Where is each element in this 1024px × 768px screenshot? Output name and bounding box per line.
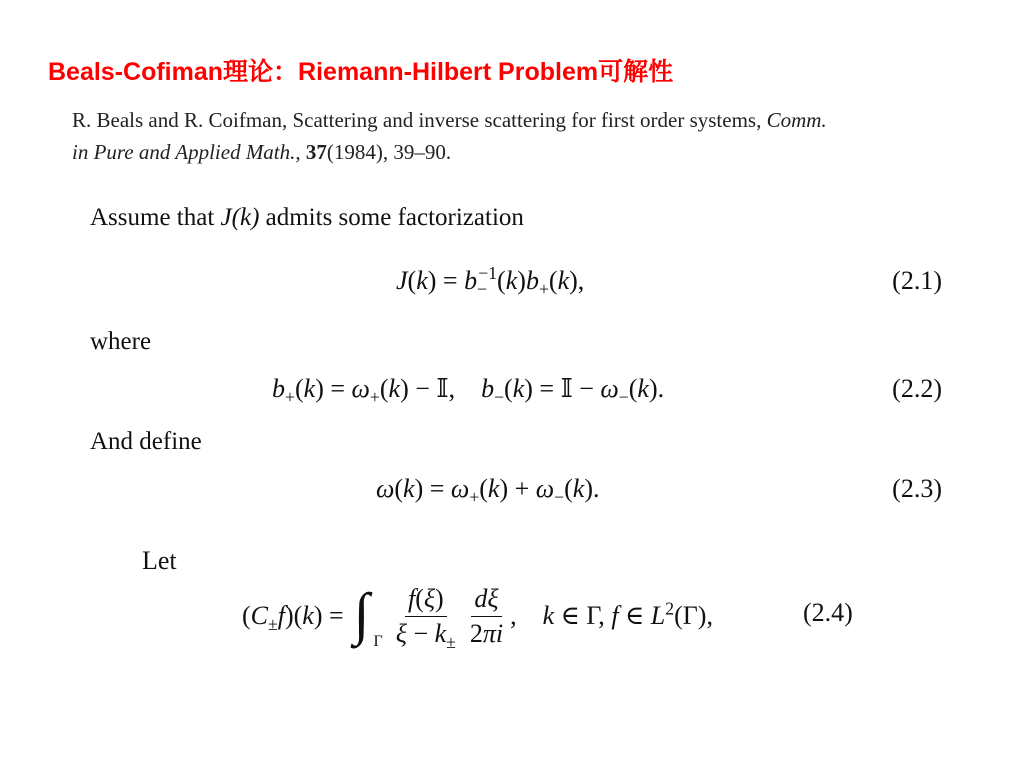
slide-title: Beals-Cofiman理论：Riemann-Hilbert Problem可解性	[48, 58, 674, 86]
equation-number-2-1: (2.1)	[892, 266, 942, 295]
fraction-f-xi: $\frac{f(\xi)}{\xi - k_\pm}$	[395, 583, 456, 652]
integral-sign: ∫	[353, 581, 370, 646]
reference-journal: Comm. in Pure and Applied Math.	[72, 108, 827, 164]
where-label: where	[90, 328, 152, 355]
equation-2-2: $b_+(k) = \omega_+(k)$ − 𝕀, $b_-(k)$ = 𝕀 − $\omega_-(k)$.	[272, 374, 665, 408]
equation-number-2-3: (2.3)	[892, 474, 942, 503]
equation-2-4: $(C_\pm f)(k)$ = ∫ Γ $\frac{f(\xi)}{\xi - k_\pm}$ $\frac{d\xi}{2\pi i}$ , k ∈ Γ, f ∈ $L^2(\Gamma)$,	[242, 581, 713, 652]
equation-number-2-4: (2.4)	[803, 598, 853, 627]
reference-volume: 37	[305, 140, 327, 164]
equation-2-1: $J(k) = b_-^{-1}(k)b_+(k)$,	[396, 263, 585, 300]
reference-citation: R. Beals and R. Coifman, Scattering and inverse scattering for first order systems, Comm. in Pure and Applied Math., 37(1984), 39–90.	[72, 108, 827, 164]
reference-authors: R. Beals and R. Coifman, Scattering and inverse scattering for first order systems,	[72, 108, 767, 132]
equation-number-2-2: (2.2)	[892, 374, 942, 403]
reference-pages: (1984), 39–90.	[326, 140, 452, 164]
assume-paragraph: Assume that J(k) admits some factorization	[90, 204, 524, 231]
assume-math: J(k)	[220, 204, 260, 231]
equation-2-3: $\omega(k) = \omega_+(k) + \omega_-(k)$.	[376, 474, 600, 508]
and-define-label: And define	[90, 428, 202, 455]
fraction-dxi: $\frac{d\xi}{2\pi i}$	[469, 583, 504, 648]
let-label: Let	[142, 546, 177, 575]
